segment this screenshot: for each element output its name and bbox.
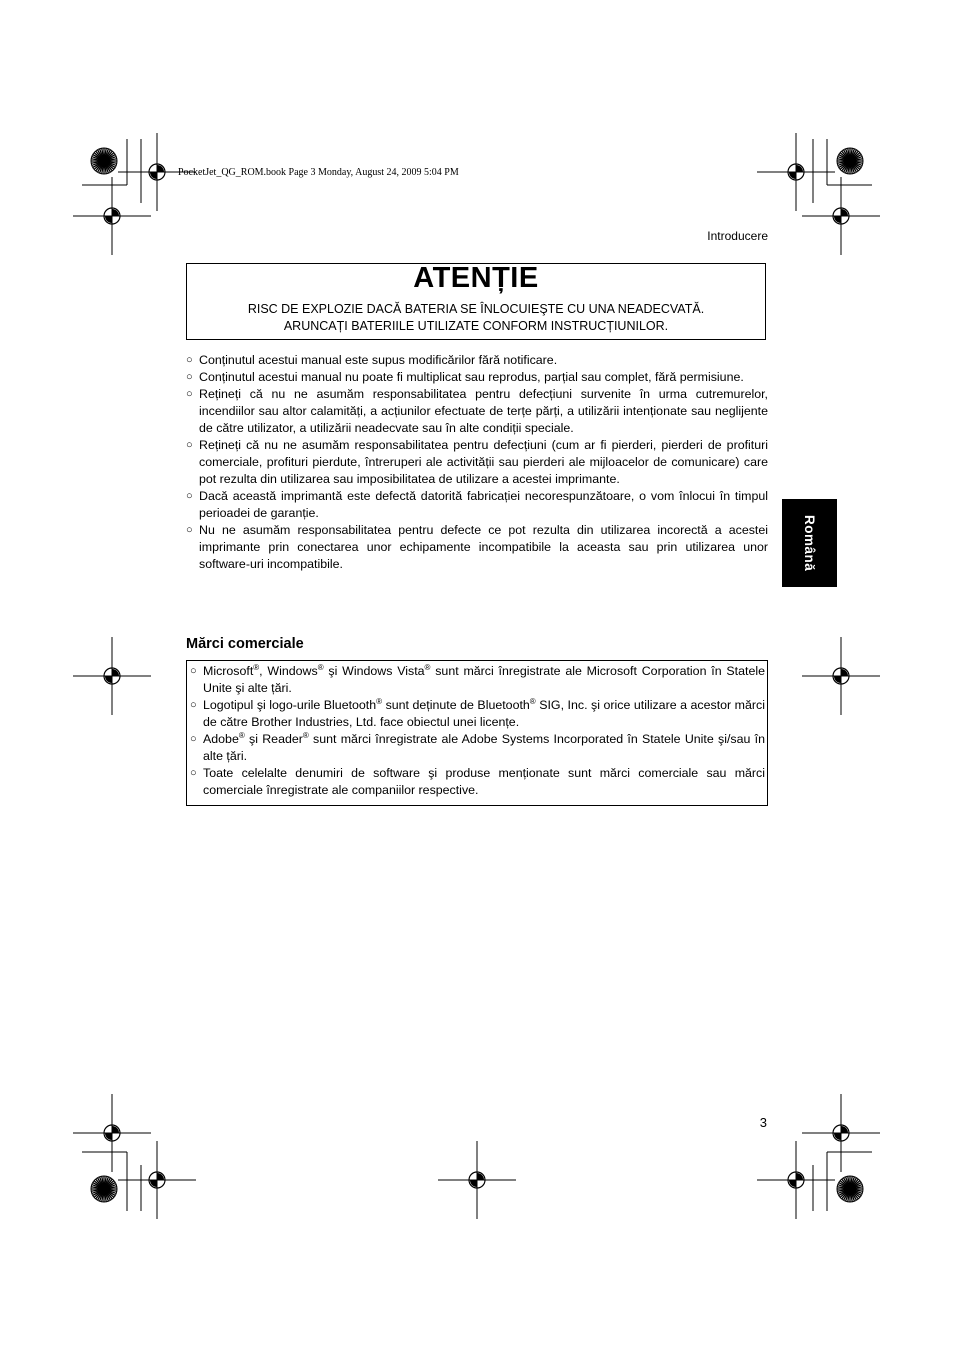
trademark-item: ○ Adobe® şi Reader® sunt mărci înregistrate ale Adobe Systems Incorporated în Statele Unite şi/sau în alte țări. — [190, 731, 765, 763]
starburst-mark-icon — [91, 1176, 117, 1202]
registration-mark-icon — [802, 177, 880, 255]
warning-line-1: RISC DE EXPLOZIE DACĂ BATERIA SE ÎNLOCUIEŞTE CU UNA NEADECVATĂ. — [247, 302, 705, 316]
language-tab-label: Română — [802, 514, 817, 572]
warning-line-2: ARUNCAȚI BATERIILE UTILIZATE CONFORM INSTRUCȚIUNILOR. — [283, 319, 669, 333]
trademark-item: ○ Toate celelalte denumiri de software şi produse menționate sunt mărci comerciale sau mărci comerciale înregistrate ale companiilor respective. — [190, 766, 765, 797]
list-item: ○ Rețineți că nu ne asumăm responsabilitatea pentru defecțiuni (cum ar fi pierderi, pierderi de profituri comerciale, profituri pierdute, întreruperi ale activității sau pierderi ale mijloacelor de comunicare) care pot rezulta din utilizarea sau imposibilitatea de utilizare a acestei imprimante. — [186, 438, 768, 486]
bullet-icon: ○ — [186, 439, 193, 451]
list-item: ○ Conținutul acestui manual este supus modificărilor fără notificare. — [186, 353, 558, 367]
starburst-mark-icon — [837, 148, 863, 174]
registration-mark-icon — [118, 1141, 196, 1219]
trademark-item: ○ Logotipul şi logo-urile Bluetooth® sunt deținute de Bluetooth® SIG, Inc. şi orice utilizare a acestor mărci de către Brother Industries, Ltd. face obiectul unei licențe. — [190, 697, 765, 729]
registration-mark-icon — [73, 177, 151, 255]
list-item: ○ Dacă această imprimantă este defectă datorită fabricației necorespunzătoare, o vom înlocui în timpul perioadei de garanție. — [186, 489, 768, 520]
bullet-icon: ○ — [190, 699, 197, 711]
bullet-icon: ○ — [186, 524, 193, 536]
registration-mark-icon — [757, 1141, 835, 1219]
registration-mark-icon — [802, 1094, 880, 1172]
section-label: Introducere — [707, 229, 768, 243]
registration-mark-icon — [73, 637, 151, 715]
warning-box — [186, 263, 766, 340]
list-item: ○ Rețineți că nu ne asumăm responsabilitatea pentru defecțiuni survenite în urma cutremurelor, incendiilor sau altor calamități, a acțiunilor efectuate de terțe părți, a utilizării intenționate sau neglijente de către utilizator, a utilizării neadecvate sau în alte condiții speciale. — [186, 387, 768, 435]
bullet-icon: ○ — [190, 733, 197, 745]
starburst-mark-icon — [91, 148, 117, 174]
notes-list — [186, 352, 768, 573]
trademarks-box — [186, 660, 768, 806]
list-item: ○ Nu ne asumăm responsabilitatea pentru defecte ce pot rezulta din utilizarea incorectă a acestei imprimante prin conectarea unor echipamente incompatibile la aceasta sau prin utilizarea unor software-uri incompatibile. — [186, 523, 768, 571]
trademarks-heading: Mărci comerciale — [186, 636, 304, 652]
warning-title: ATENȚIE — [413, 262, 539, 294]
file-info-header: PocketJet_QG_ROM.book Page 3 Monday, August 24, 2009 5:04 PM — [178, 167, 459, 178]
bullet-icon: ○ — [186, 490, 193, 502]
page-number: 3 — [759, 1115, 767, 1130]
starburst-mark-icon — [837, 1176, 863, 1202]
bullet-icon: ○ — [190, 767, 197, 779]
bullet-icon: ○ — [186, 371, 193, 383]
registration-mark-icon — [802, 637, 880, 715]
bullet-icon: ○ — [190, 665, 197, 677]
trademark-item: ○ Microsoft®, Windows® şi Windows Vista® sunt mărci înregistrate ale Microsoft Corporation în Statele Unite şi alte țări. — [190, 663, 765, 695]
registration-mark-icon — [73, 1094, 151, 1172]
bullet-icon: ○ — [186, 354, 193, 366]
registration-mark-icon — [757, 133, 835, 211]
bullet-icon: ○ — [186, 388, 193, 400]
registration-mark-icon — [438, 1141, 516, 1219]
list-item: ○ Conținutul acestui manual nu poate fi multiplicat sau reprodus, parțial sau complet, fără permisiune. — [186, 370, 744, 384]
language-tab — [782, 499, 837, 587]
